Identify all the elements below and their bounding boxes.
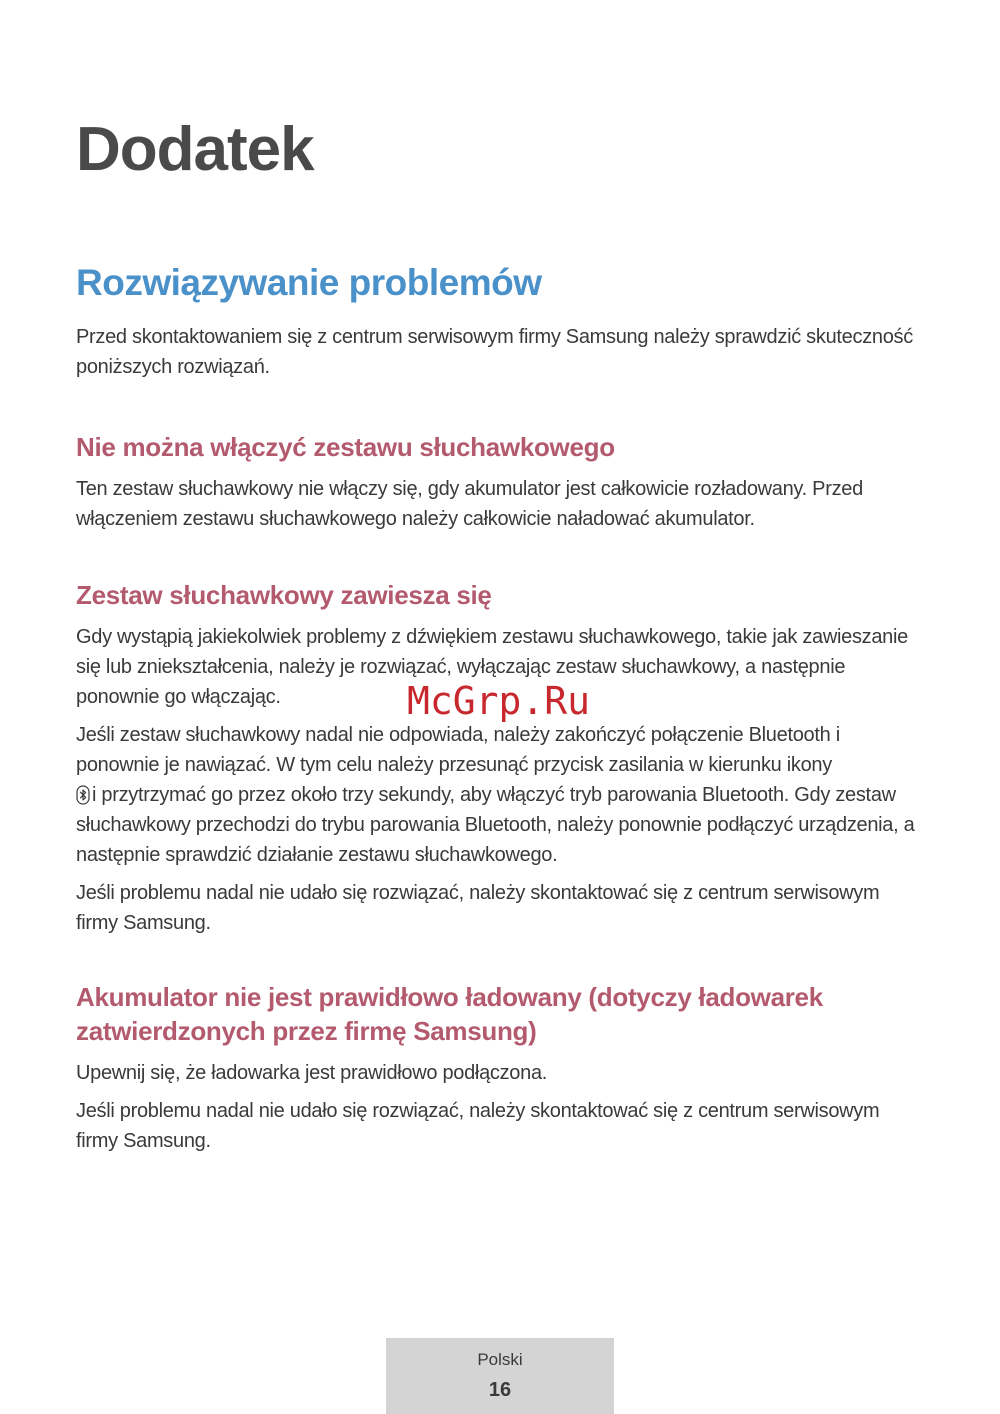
heading-cannot-turn-on: Nie można włączyć zestawu słuchawkowego xyxy=(76,432,615,462)
section-title: Rozwiązywanie problemów xyxy=(76,262,542,303)
footer-language: Polski xyxy=(477,1350,523,1369)
paragraph-freeze-1: Gdy wystąpią jakiekolwiek problemy z dźwiękiem zestawu słuchawkowego, takie jak zawieszanie się lub zniekształcenia, należy je rozwiązać, wyłączając zestaw słuchawkowy, a następnie ponownie go włączając. xyxy=(76,626,908,708)
content-body xyxy=(76,322,926,1164)
intro-paragraph: Przed skontaktowaniem się z centrum serwisowym firmy Samsung należy sprawdzić skuteczność poniższych rozwiązań. xyxy=(76,326,913,378)
page-footer xyxy=(386,1338,614,1414)
paragraph-freeze-2-cont: i przytrzymać go przez około trzy sekundy, aby włączyć tryb parowania Bluetooth. Gdy zestaw słuchawkowy przechodzi do trybu parowania Bluetooth, należy ponownie podłączyć urządzenia, a następnie sprawdzić działanie zestawu słuchawkowego. xyxy=(76,784,915,866)
heading-headset-freezes: Zestaw słuchawkowy zawiesza się xyxy=(76,580,492,610)
paragraph-freeze-3: Jeśli problemu nadal nie udało się rozwiązać, należy skontaktować się z centrum serwisowym firmy Samsung. xyxy=(76,882,880,934)
paragraph-battery-2: Jeśli problemu nadal nie udało się rozwiązać, należy skontaktować się z centrum serwisowym firmy Samsung. xyxy=(76,1100,880,1152)
paragraph-freeze-2 xyxy=(76,720,926,870)
watermark: McGrp.Ru xyxy=(407,679,591,723)
page-title: Dodatek xyxy=(76,115,314,184)
heading-battery-charging: Akumulator nie jest prawidłowo ładowany (dotyczy ładowarek zatwierdzonych przez firmę Samsung) xyxy=(76,982,823,1046)
paragraph-cannot-turn-on: Ten zestaw słuchawkowy nie włączy się, gdy akumulator jest całkowicie rozładowany. Przed włączeniem zestawu słuchawkowego należy całkowicie naładować akumulator. xyxy=(76,478,863,530)
footer-page-number: 16 xyxy=(488,1379,512,1401)
bluetooth-icon xyxy=(76,784,90,804)
paragraph-freeze-2-text: Jeśli zestaw słuchawkowy nadal nie odpowiada, należy zakończyć połączenie Bluetooth i ponownie je nawiązać. W tym celu należy przesunąć przycisk zasilania w kierunku ikony xyxy=(76,724,840,776)
paragraph-battery-1: Upewnij się, że ładowarka jest prawidłowo podłączona. xyxy=(76,1062,548,1084)
